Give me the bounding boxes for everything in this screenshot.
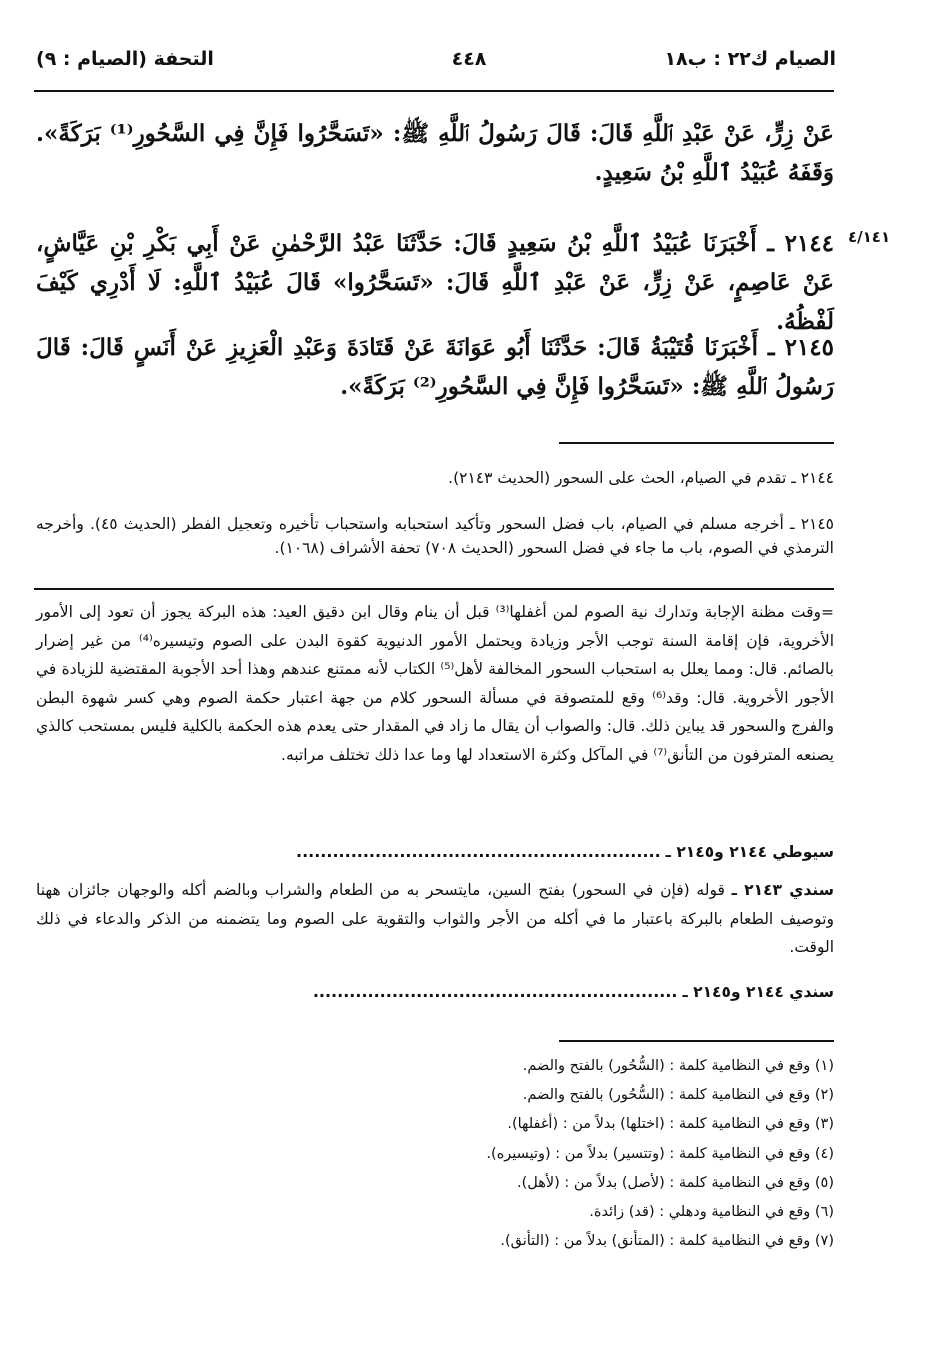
header-tuhfa-ref: التحفة (الصيام : ٩) [36, 48, 214, 70]
margin-reference: ٤/١٤١ [848, 228, 891, 246]
sindi2-label: سندي ٢١٤٤ و٢١٤٥ ـ [682, 983, 834, 1001]
footnote: (٢) وقع في النظامية كلمة : (السُّحُور) بالفتح والضم. [522, 1087, 834, 1103]
hadith-2145: ٢١٤٥ ـ أَخْبَرَنَا قُتَيْبَةُ قَالَ: حَدَّثَنَا أَبُو عَوَانَةَ عَنْ قَتَادَةَ وَعَبْدِ الْعَزِيزِ عَنْ أَنَسٍ قَالَ: قَالَ رَسُولُ ٱللَّهِ ﷺ: «تَسَحَّرُوا فَإِنَّ فِي السَّحُورِ⁽²⁾ بَرَكَةً». [36, 334, 834, 400]
header-rule [34, 90, 834, 92]
footnote: (٣) وقع في النظامية كلمة : (اختلها) بدلاً من : (أغفلها). [507, 1116, 834, 1132]
footnote: (٤) وقع في النظامية كلمة : (وتتسير) بدلاً من : (وتيسيره). [486, 1146, 834, 1162]
page-number: ٤٤٨ [451, 48, 487, 70]
sindi2-line [36, 978, 834, 1007]
sindi-2143 [36, 876, 834, 962]
commentary-rule [34, 588, 834, 590]
takhrij-separator [559, 442, 834, 444]
footnote: (١) وقع في النظامية كلمة : (السُّحُور) بالفتح والضم. [522, 1058, 834, 1074]
footnote: (٥) وقع في النظامية كلمة : (لأصل) بدلاً من : (لأهل). [517, 1175, 834, 1191]
suyuti-line [36, 838, 834, 867]
footnote: (٦) وقع في النظامية ودهلي : (قد) زائدة. [589, 1204, 834, 1220]
sindi2-dots: ............................................................ [312, 982, 678, 1001]
suyuti-label: سيوطي ٢١٤٤ و٢١٤٥ ـ [665, 843, 834, 861]
takhrij-2144: ٢١٤٤ ـ تقدم في الصيام، الحث على السحور (الحديث ٢١٤٣). [448, 469, 834, 487]
hadith-2144: ٢١٤٤ ـ أَخْبَرَنَا عُبَيْدُ ٱللَّهِ بْنُ سَعِيدٍ قَالَ: حَدَّثَنَا عَبْدُ الرَّحْمٰنِ عَنْ أَبِي بَكْرِ بْنِ عَيَّاشٍ، عَنْ عَاصِمٍ، عَنْ زِرٍّ، عَنْ عَبْدِ ٱللَّهِ قَالَ: «تَسَحَّرُوا» قَالَ عُبَيْدُ ٱللَّهِ: لَا أَدْرِي كَيْفَ لَفْظُهُ. [36, 230, 834, 335]
hadith-intro: عَنْ زِرٍّ، عَنْ عَبْدِ ٱللَّهِ قَالَ: قَالَ رَسُولُ ٱللَّهِ ﷺ: «تَسَحَّرُوا فَإِنَّ فِي السَّحُورِ⁽¹⁾ بَرَكَةً». وَقَفَهُ عُبَيْدُ ٱللَّهِ بْنُ سَعِيدٍ. [36, 120, 834, 186]
commentary-continuation: =وقت مظنة الإجابة وتدارك نية الصوم لمن أغفلها⁽³⁾ قبل أن ينام وقال ابن دقيق العيد: هذه البركة يجوز أن تعود إلى الأمور الأخروية، فإن إقامة السنة توجب الأجر وزيادة ويحتمل الأمور الدنيوية كقوة البدن على الصوم وتيسيره⁽⁴⁾ من غير إضرار بالصائم. قال: ومما يعلل به استحباب السحور المخالفة لأهل⁽⁵⁾ الكتاب لأنه ممتنع عندهم وهذا أحد الأجوبة المقتضية للزيادة في الأجور الأخروية. قال: وقد⁽⁶⁾ وقع للمتصوفة في مسألة السحور كلام من جهة اعتبار حكمة الصوم وهي كسر شهوة البطن والفرج والسحور قد يباين ذلك. قال: والصواب أن يقال ما زاد في المقدار حتى يعدم هذه الحكمة بالكلية فليس بمستحب كالذي يصنعه المترفون من التأنق⁽⁷⁾ في المآكل وكثرة الاستعداد لها وما عدا ذلك تختلف مراتبه. [36, 603, 834, 764]
suyuti-dots: ............................................................ [295, 842, 661, 861]
footnotes-separator [559, 1040, 834, 1042]
takhrij-2145: ٢١٤٥ ـ أخرجه مسلم في الصيام، باب فضل السحور وتأكيد استحبابه واستحباب تأخيره وتعجيل الفطر (الحديث ٤٥). وأخرجه الترمذي في الصوم، باب ما جاء في فضل السحور (الحديث ٧٠٨) تحفة الأشراف (١٠٦٨). [36, 515, 835, 557]
header-chapter-ref: الصيام ك٢٢ : ب١٨ [664, 48, 836, 70]
footnote: (٧) وقع في النظامية كلمة : (المتأنق) بدلاً من : (التأنق). [500, 1233, 834, 1249]
sindi-text: قوله (فإن في السحور) بفتح السين، مايتسحر به من الطعام والشراب وبالضم أكله والوجهان جائزان ههنا وتوصيف الطعام بالبركة باعتبار ما في أكله من الأجر والثواب والتقوية على الصوم وما يتضمنه من الذكر والدعاء في ذلك الوقت. [36, 881, 834, 956]
sindi-label: سندي ٢١٤٣ ـ [731, 881, 834, 899]
